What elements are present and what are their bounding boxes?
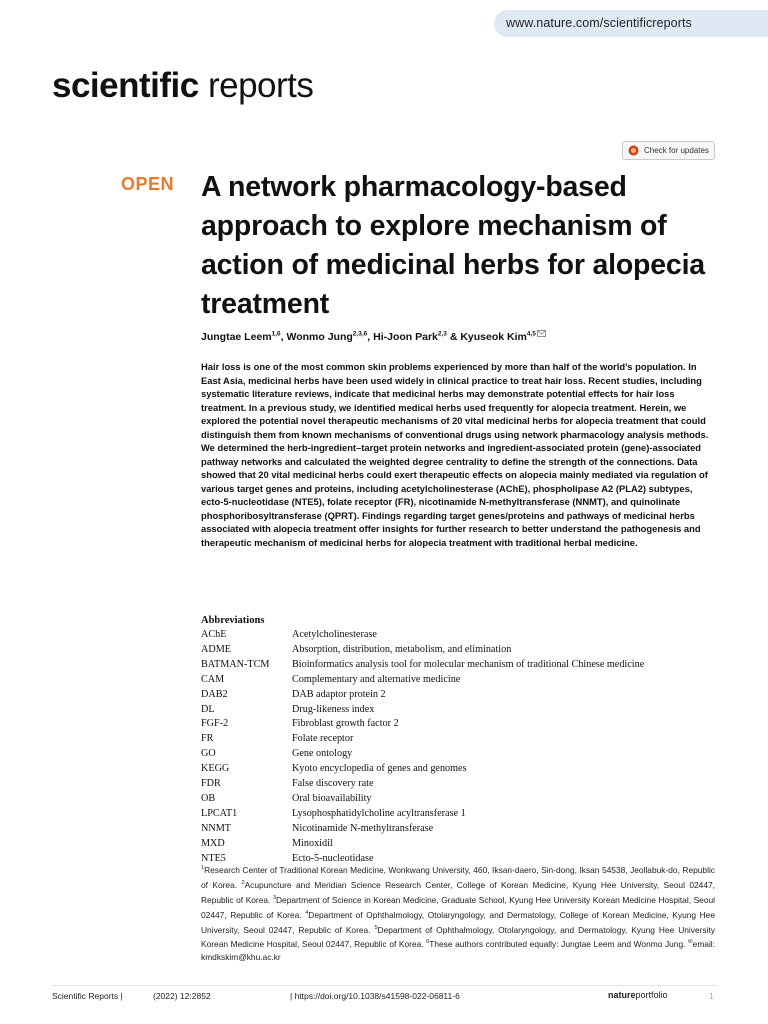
article-title: A network pharmacology-based approach to explore mechanism of action of medicinal herbs for alopecia treatment: [201, 171, 705, 320]
footer-divider: [52, 985, 717, 986]
abbreviation-term: FR: [201, 733, 214, 745]
abbreviation-row: [201, 628, 721, 643]
author-separator: ,: [367, 331, 374, 343]
abbreviation-term: AChE: [201, 629, 227, 640]
abbreviation-definition: Absorption, distribution, metabolism, and elimination: [292, 643, 512, 655]
abbreviation-row: [201, 792, 721, 807]
abbreviation-row: [201, 762, 721, 777]
abbreviation-term: LPCAT1: [201, 807, 238, 819]
abbreviation-term: FGF-2: [201, 718, 229, 730]
affiliation-text[interactable]: email: kmdkskim@khu.ac.kr: [201, 939, 715, 963]
author-list: [201, 330, 721, 343]
abstract: Hair loss is one of the most common skin problems experienced by more than half of the world’s population. In East Asia, medicinal herbs have been used widely in clinical practice to treat hair loss. Recent studies, including systematic literature reviews, indicate that medicinal herbs may demonstrate potential effects for hair loss treatment. In a previous study, we identified medical herbs used frequently for alopecia treatment. Herein, we explored the potential novel therapeutic mechanisms of 20 vital medicinal herbs for alopecia treatment that could distinguish them from known mechanisms of conventional drugs using network pharmacology analysis methods. We determined the herb-ingredient–target protein networks and ingredient-associated protein (gene)-associated pathway networks and calculated the weighted degree centrality to define the strength of the connections. Data showed that 20 vital medicinal herbs could exert therapeutic effects on alopecia mainly mediated via regulation of various target genes and proteins, including acetylcholinesterase (AChE), phospholipase A2 (PLA2) subtypes, ecto-5-nucleotidase (NTE5), folate receptor (FR), nicotinamide N-methyltransferase (NNMT), and quinolinate phosphoribosyltransferase (QPRT). Findings regarding target genes/proteins and pathways of medicinal herbs associated with alopecia treatment offer insights for further research to better understand the pathogenesis and therapeutic mechanism of medicinal herbs for alopecia treatment with traditional herbal medicine.: [201, 361, 709, 548]
abbreviation-row: [201, 807, 721, 822]
check-updates-label: Check for updates: [644, 146, 709, 155]
affiliation-text: Department of Ophthalmology, Otolaryngology, and Dermatology, Kyung Hee University Korean Medicine Hospital, Seoul 02447, Republic of Korea.: [201, 924, 715, 950]
affiliation-sup: ✉: [688, 939, 693, 946]
affiliation-text: Department of Ophthalmology, Otolaryngology, and Dermatology, College of Korean Medicine, Kyung Hee University, Seoul 02447, Republic of Korea.: [201, 909, 716, 935]
author-affiliation-sup: 1,6: [271, 330, 281, 338]
abbreviation-term: NTE5: [201, 852, 226, 864]
abbreviation-term: CAM: [201, 673, 225, 685]
author-separator: ,: [280, 331, 287, 343]
abbreviation-definition: DAB adaptor protein 2: [292, 688, 386, 700]
author-separator: &: [446, 331, 461, 343]
abbreviation-row: [201, 643, 721, 658]
abbreviation-definition: Fibroblast growth factor 2: [292, 718, 399, 730]
check-for-updates-button[interactable]: [622, 141, 715, 160]
footer-journal: Scientific Reports |: [52, 991, 123, 1001]
footer-volume: (2022) 12:2852: [153, 991, 211, 1001]
abbreviation-term: FDR: [201, 778, 221, 790]
abbreviation-term: GO: [201, 748, 216, 760]
journal-name-bold: scientific: [52, 66, 199, 105]
author-affiliation-sup: 2,3,6: [352, 330, 368, 338]
author-affiliation-sup: 4,5: [526, 330, 536, 338]
abbreviation-term: KEGG: [201, 763, 230, 775]
affiliation-sup: 1: [201, 865, 205, 871]
page-number: 1: [709, 991, 714, 1001]
abbreviation-term: MXD: [201, 837, 225, 849]
journal-url[interactable]: www.nature.com/scientificreports: [494, 10, 768, 37]
abbreviation-definition: Complementary and alternative medicine: [292, 673, 461, 685]
abbreviation-row: [201, 732, 721, 747]
affiliation-sup: 4: [305, 909, 309, 916]
affiliation-text: Research Center of Traditional Korean Medicine, Wonkwang University, 460, Iksan-daero, Sin-dong, Iksan 54538, Jeollabuk-do, Republic of Korea.: [201, 864, 715, 890]
abbreviation-definition: Bioinformatics analysis tool for molecular mechanism of traditional Chinese medicine: [292, 658, 645, 670]
affiliation-text: Department of Science in Korean Medicine, Graduate School, Kyung Hee University Korean Medicine Hospital, Seoul 02447, Republic of Korea.: [201, 894, 716, 920]
abbreviation-term: DL: [201, 703, 215, 715]
abbreviation-term: NNMT: [201, 822, 231, 834]
affiliation-sup: 2: [241, 879, 245, 886]
open-access-label: OPEN: [121, 174, 175, 194]
page-footer: [52, 991, 717, 1005]
abbreviation-definition: False discovery rate: [292, 778, 374, 790]
abbreviation-term: BATMAN-TCM: [201, 658, 270, 670]
author-name[interactable]: Wonmo Jung: [286, 331, 353, 343]
affiliation-sup: 6: [426, 939, 430, 946]
abbreviation-term: OB: [201, 792, 216, 804]
publisher-name-regular: portfolio: [635, 990, 668, 1000]
abbreviation-row: [201, 822, 721, 837]
author-name[interactable]: Jungtae Leem: [201, 331, 272, 343]
abbreviation-row: [201, 717, 721, 732]
abbreviation-definition: Oral bioavailability: [292, 792, 372, 804]
abbreviation-definition: Nicotinamide N-methyltransferase: [292, 822, 434, 834]
affiliations: [201, 862, 715, 964]
abbreviation-row: [201, 837, 721, 852]
affiliation-sup: 5: [374, 924, 378, 931]
abbreviation-term: DAB2: [201, 688, 228, 700]
check-updates-icon: [628, 145, 639, 156]
journal-name-regular: reports: [207, 66, 314, 105]
abbreviation-row: [201, 688, 721, 703]
abbreviations-list: [201, 628, 721, 867]
publisher-name-bold: nature: [608, 990, 636, 1000]
abbreviation-row: [201, 747, 721, 762]
abbreviations-section: [201, 614, 721, 867]
affiliation-text: Acupuncture and Meridian Science Research Center, College of Korean Medicine, Kyung Hee University, Seoul 02447, Republic of Korea.: [201, 879, 715, 905]
abbreviation-term: ADME: [201, 643, 231, 655]
publisher-logo: [608, 990, 668, 1000]
author-name[interactable]: Hi-Joon Park: [373, 331, 438, 343]
abbreviation-row: [201, 673, 721, 688]
abbreviation-definition: Drug-likeness index: [292, 703, 375, 715]
abbreviation-definition: Ecto-5-nucleotidase: [292, 852, 374, 864]
affiliation-sup: 3: [272, 894, 276, 901]
abbreviation-definition: Minoxidil: [292, 837, 333, 849]
author-affiliation-sup: 2,3: [437, 330, 447, 338]
footer-doi-link[interactable]: | https://doi.org/10.1038/s41598-022-06811-6: [290, 991, 460, 1001]
abbreviation-definition: Lysophosphatidylcholine acyltransferase 1: [292, 807, 466, 819]
affiliation-text: These authors contributed equally: Jungtae Leem and Wonmo Jung.: [429, 939, 689, 950]
mail-icon[interactable]: [537, 330, 546, 337]
abbreviations-heading: Abbreviations: [201, 615, 265, 626]
abbreviation-row: [201, 777, 721, 792]
abbreviation-row: [201, 658, 721, 673]
abbreviation-definition: Kyoto encyclopedia of genes and genomes: [292, 763, 467, 775]
abbreviation-definition: Folate receptor: [292, 733, 354, 745]
journal-logo: [52, 66, 313, 106]
abbreviation-definition: Acetylcholinesterase: [292, 629, 377, 640]
abbreviation-definition: Gene ontology: [292, 748, 353, 760]
author-name[interactable]: Kyuseok Kim: [460, 331, 527, 343]
abbreviation-row: [201, 703, 721, 718]
